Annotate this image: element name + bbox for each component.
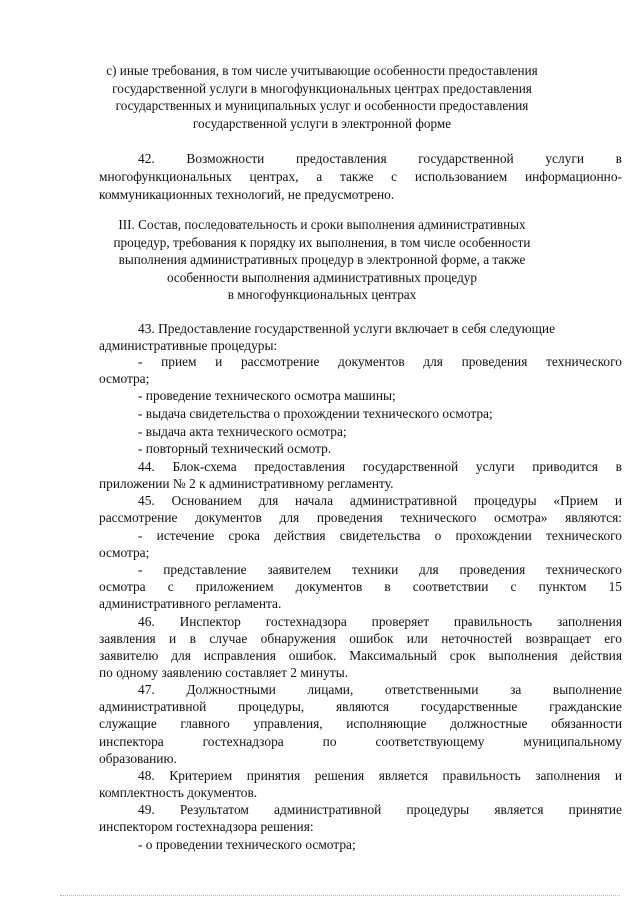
heading-line: III. Состав, последовательность и сроки выполнения административных — [118, 217, 526, 232]
heading-line: государственной услуги в электронной форме — [192, 115, 452, 131]
heading-line: государственных и муниципальных услуг и особенности предоставления — [115, 98, 529, 113]
list-item-cont: осмотра; — [99, 545, 150, 560]
paragraph-line: 48. Критерием принятия решения является правильность заполнения и — [138, 768, 622, 783]
paragraph-line: административной процедуры, являются государственные гражданские — [99, 699, 622, 714]
heading-line: государственной услуги в многофункциональных центрах предоставления — [112, 80, 532, 96]
paragraph-line: комплектность документов. — [99, 785, 258, 800]
list-item: - о проведении технического осмотра; — [138, 837, 356, 852]
paragraph-line: административные процедуры: — [99, 338, 278, 353]
paragraph-line: 45. Основанием для начала административной процедуры «Прием и — [138, 493, 622, 508]
heading-line: особенности выполнения административных процедур — [167, 269, 477, 285]
list-item-cont: осмотра с приложением документов в соответствии с пунктом 15 — [99, 579, 622, 594]
list-item: - прием и рассмотрение документов для проведения технического — [138, 354, 622, 369]
list-item: - выдача свидетельства о прохождении технического осмотра; — [138, 406, 493, 421]
page-bottom-edge — [60, 895, 620, 897]
paragraph-line: 47. Должностными лицами, ответственными за выполнение — [138, 682, 622, 697]
list-item-cont: осмотра; — [99, 371, 150, 386]
paragraph-line: 44. Блок-схема предоставления государственной услуги приводится в — [138, 459, 622, 474]
paragraph-line: приложении № 2 к административному регламенту. — [99, 476, 394, 491]
list-item: - представление заявителем техники для проведения технического — [138, 562, 622, 577]
paragraph-line: 46. Инспектор гостехнадзора проверяет правильность заполнения — [138, 614, 622, 629]
section-heading-c — [96, 62, 548, 132]
list-item: - повторный технический осмотр. — [138, 441, 332, 456]
paragraph-line: служащие главного управления, исполняющие должностные обязанности — [99, 716, 622, 731]
paragraph-line: заявителю для исправления ошибок. Максимальный срок выполнения действия — [99, 648, 622, 663]
list-item-cont: административного регламента. — [99, 596, 282, 611]
section-heading-iii — [96, 216, 548, 304]
paragraph-line: 42. Возможности предоставления государственной услуги в — [138, 151, 622, 166]
list-item: - проведение технического осмотра машины; — [138, 388, 396, 403]
paragraph-line: инспектором гостехнадзора решения: — [99, 819, 314, 834]
paragraph-line: рассмотрение документов для проведения технического осмотра» являются: — [99, 510, 622, 525]
heading-line: с) иные требования, в том числе учитывающие особенности предоставления — [106, 63, 538, 78]
paragraph-line: 43. Предоставление государственной услуги включает в себя следующие — [138, 321, 556, 336]
paragraph-line: заявления и в случае обнаружения ошибок или неточностей возвращает его — [99, 631, 622, 646]
paragraph-line: по одному заявлению составляет 2 минуты. — [99, 665, 349, 680]
paragraph-line: многофункциональных центрах, а также с использованием информационно- — [99, 169, 622, 184]
list-item: - истечение срока действия свидетельства о прохождении технического — [138, 528, 622, 543]
list-item: - выдача акта технического осмотра; — [138, 424, 347, 439]
paragraph-line: коммуникационных технологий, не предусмотрено. — [99, 187, 395, 202]
paragraph-line: 49. Результатом административной процедуры является принятие — [138, 802, 622, 817]
heading-line: в многофункциональных центрах — [227, 287, 417, 302]
heading-line: выполнения административных процедур в электронной форме, а также — [118, 252, 526, 267]
paragraph-line: инспектора гостехнадзора по соответствующему муниципальному — [99, 734, 622, 749]
heading-line: процедур, требования к порядку их выполнения, в том числе особенности — [113, 234, 531, 250]
paragraph-line: образованию. — [99, 751, 177, 766]
